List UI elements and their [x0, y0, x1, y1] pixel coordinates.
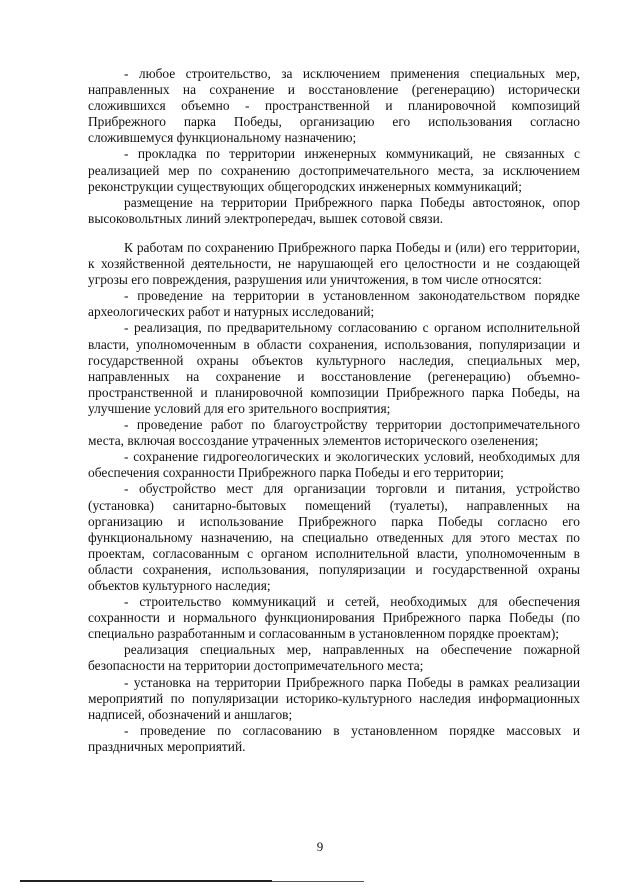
- paragraph: К работам по сохранению Прибрежного парка Победы и (или) его территории, к хозяйственной деятельности, не нарушающей его целостности и не создающей угрозы его повреждения, разрушения или уничтожения, в том числе относятся:: [88, 240, 580, 288]
- permitted-works-section: [88, 240, 580, 755]
- paragraph: - установка на территории Прибрежного парка Победы в рамках реализации мероприятий по популяризации историко-культурного наследия информационных надписей, обозначений и аншлагов;: [88, 674, 580, 722]
- paragraph: - реализация, по предварительному согласованию с органом исполнительной власти, уполномоченным в области сохранения, использования, популяризации и государственной охраны объектов культурного наследия, специальных мер, направленных на сохранение и восстановление (регенерацию) объемно-пространственной и планировочной композиции Прибрежного парка Победы, на улучшение условий для его зрительного восприятия;: [88, 320, 580, 416]
- paragraph: размещение на территории Прибрежного парка Победы автостоянок, опор высоковольтных линий электропередач, вышек сотовой связи.: [88, 194, 580, 226]
- scan-edge-line: [20, 880, 272, 882]
- prohibited-works-section: [88, 66, 580, 227]
- paragraph: - прокладка по территории инженерных коммуникаций, не связанных с реализацией мер по сохранению достопримечательного места, за исключением реконструкции существующих общегородских инженерных коммуникаций;: [88, 146, 580, 194]
- paragraph: - обустройство мест для организации торговли и питания, устройство (установка) санитарно-бытовых помещений (туалеты), направленных на организацию и использование Прибрежного парка Победы согласно его функциональному назначению, на специально отведенных для этого местах по проектам, согласованным с органом исполнительной власти, уполномоченным в области сохранения, использования, популяризации и государственной охраны объектов культурного наследия;: [88, 481, 580, 593]
- scan-edge-line: [272, 881, 364, 882]
- paragraph: реализация специальных мер, направленных на обеспечение пожарной безопасности на территории достопримечательного места;: [88, 642, 580, 674]
- paragraph: - сохранение гидрогеологических и экологических условий, необходимых для обеспечения сохранности Прибрежного парка Победы и его территории;: [88, 449, 580, 481]
- paragraph: - любое строительство, за исключением применения специальных мер, направленных на сохранение и восстановление (регенерацию) исторически сложившихся объемно - пространственной и планировочной композиций Прибрежного парка Победы, организацию его использования согласно сложившемуся функциональному назначению;: [88, 66, 580, 146]
- paragraph: - проведение на территории в установленном законодательством порядке археологических работ и натурных исследований;: [88, 288, 580, 320]
- page-number: 9: [316, 839, 324, 854]
- paragraph: - проведение по согласованию в установленном порядке массовых и праздничных мероприятий.: [88, 722, 580, 754]
- paragraph: - строительство коммуникаций и сетей, необходимых для обеспечения сохранности и нормального функционирования Прибрежного парка Победы (по специально разработанным и согласованным в установленном порядке проектам);: [88, 594, 580, 642]
- paragraph: - проведение работ по благоустройству территории достопримечательного места, включая воссоздание утраченных элементов исторического озеленения;: [88, 417, 580, 449]
